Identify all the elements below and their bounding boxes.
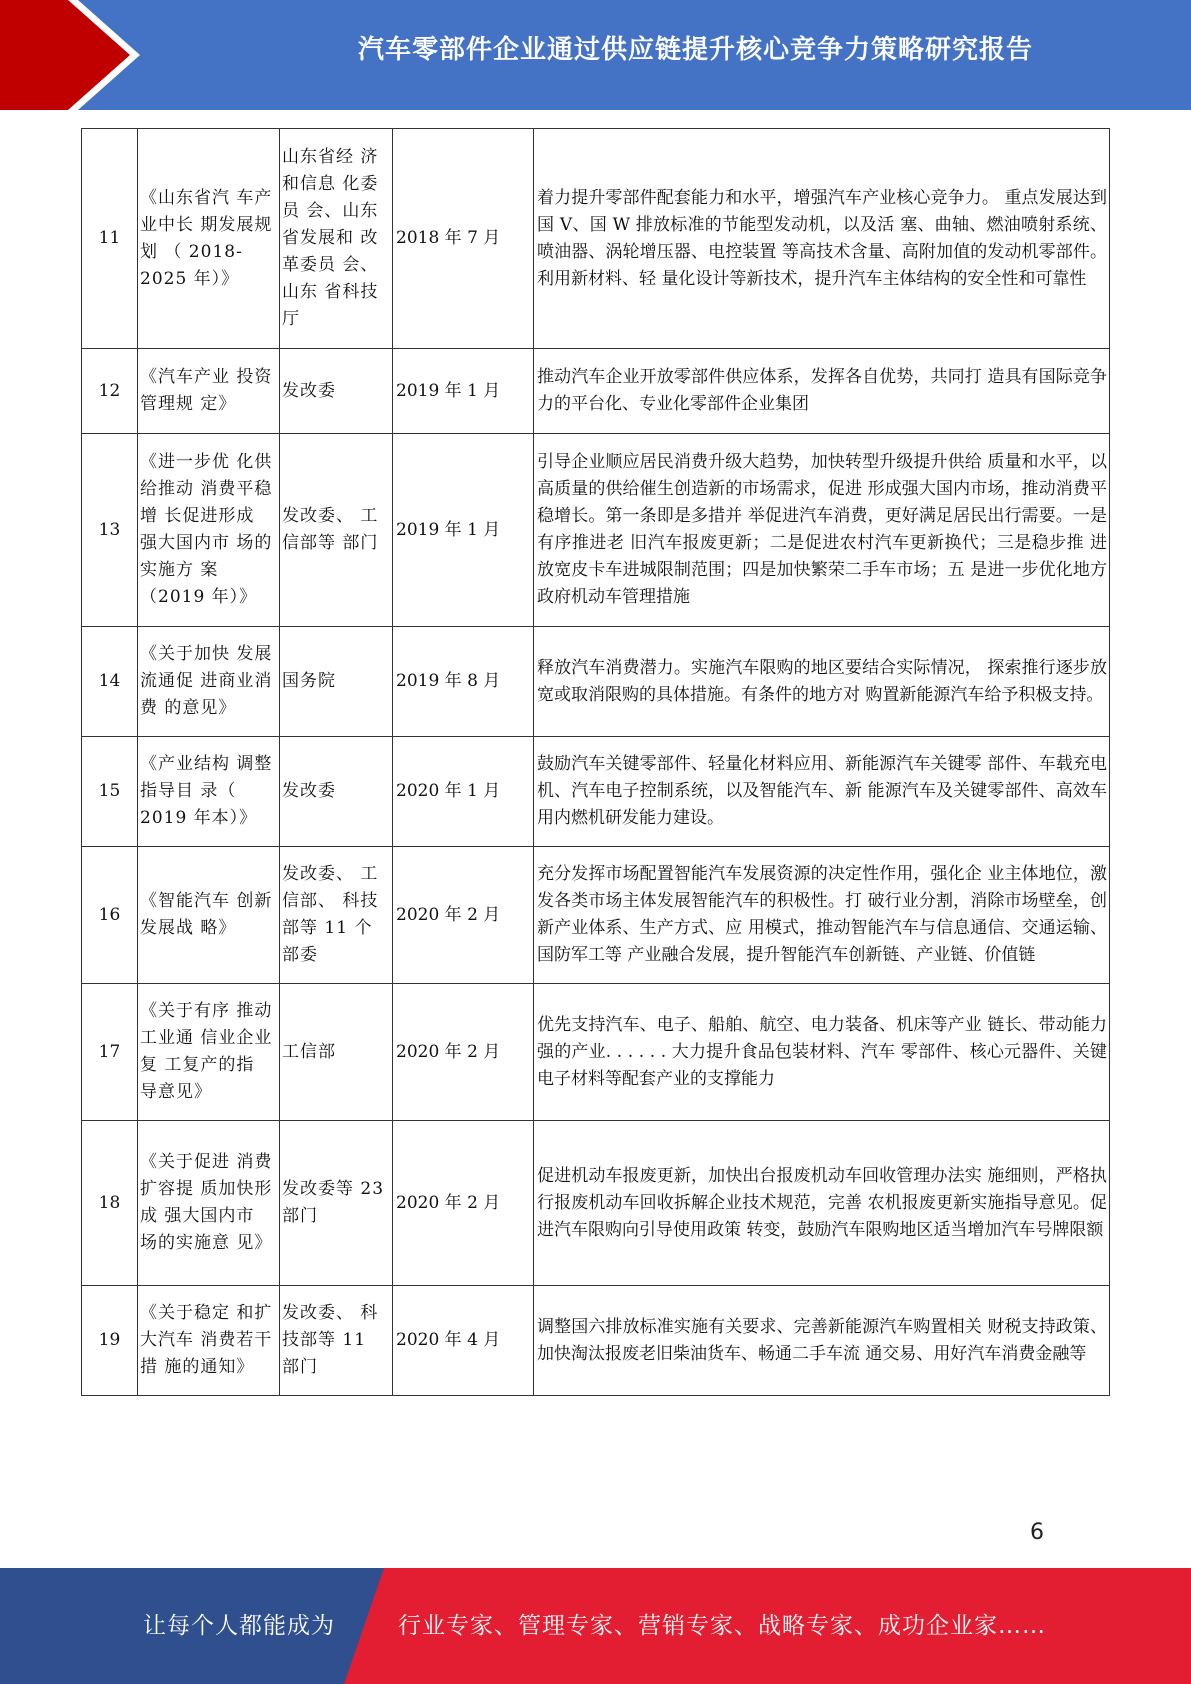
policy-name: 《山东省汽 车产业中长 期发展规划 （ 2018-2025 年）》 — [138, 129, 280, 349]
policy-date: 2018 年 7 月 — [393, 129, 534, 349]
row-number: 12 — [82, 349, 138, 434]
policy-issuer: 山东省经 济和信息 化委员 会、山东 省发展和 改革委员 会、山东 省科技厅 — [280, 129, 393, 349]
table-row — [82, 129, 1110, 349]
policy-date: 2020 年 2 月 — [393, 847, 534, 984]
policy-content: 推动汽车企业开放零部件供应体系，发挥各自优势，共同打 造具有国际竞争力的平台化、专业化零部件企业集团 — [534, 349, 1110, 434]
table-row — [82, 1121, 1110, 1286]
policy-issuer: 发改委、 科技部等 11 部门 — [280, 1286, 393, 1396]
footer-slogan-left: 让每个人都能成为 — [143, 1613, 335, 1639]
page-footer — [0, 1568, 1191, 1684]
policy-issuer: 发改委、 工信部等 部门 — [280, 434, 393, 627]
policy-date: 2020 年 2 月 — [393, 984, 534, 1121]
policy-issuer: 发改委 — [280, 349, 393, 434]
table-row — [82, 984, 1110, 1121]
row-number: 19 — [82, 1286, 138, 1396]
policy-content: 释放汽车消费潜力。实施汽车限购的地区要结合实际情况， 探索推行逐步放宽或取消限购的具体措施。有条件的地方对 购置新能源汽车给予积极支持。 — [534, 627, 1110, 737]
row-number: 14 — [82, 627, 138, 737]
policy-date: 2020 年 2 月 — [393, 1121, 534, 1286]
table-row — [82, 737, 1110, 847]
report-title: 汽车零部件企业通过供应链提升核心竞争力策略研究报告 — [357, 35, 1033, 65]
table-row — [82, 434, 1110, 627]
policy-name: 《关于促进 消费扩容提 质加快形成 强大国内市 场的实施意 见》 — [138, 1121, 280, 1286]
policy-name: 《关于有序 推动工业通 信业企业复 工复产的指 导意见》 — [138, 984, 280, 1121]
policy-table — [81, 128, 1110, 1396]
policy-issuer: 发改委、 工信部、 科技部等 11 个部委 — [280, 847, 393, 984]
row-number: 16 — [82, 847, 138, 984]
row-number: 18 — [82, 1121, 138, 1286]
policy-name: 《产业结构 调整指导目 录（ 2019 年本）》 — [138, 737, 280, 847]
policy-date: 2019 年 1 月 — [393, 349, 534, 434]
policy-content: 鼓励汽车关键零部件、轻量化材料应用、新能源汽车关键零 部件、车载充电机、汽车电子控制系统，以及智能汽车、新 能源汽车及关键零部件、高效车用内燃机研发能力建设。 — [534, 737, 1110, 847]
page-number: 6 — [1030, 1520, 1044, 1545]
policy-issuer: 国务院 — [280, 627, 393, 737]
footer-slogan-right: 行业专家、管理专家、营销专家、战略专家、成功企业家…… — [398, 1613, 1046, 1639]
policy-content: 促进机动车报废更新，加快出台报废机动车回收管理办法实 施细则，严格执行报废机动车回收拆解企业技术规范，完善 农机报废更新实施指导意见。促进汽车限购向引导使用政策 转变，鼓励汽车限购地区适当增加汽车号牌限额 — [534, 1121, 1110, 1286]
policy-name: 《汽车产业 投资管理规 定》 — [138, 349, 280, 434]
policy-date: 2020 年 4 月 — [393, 1286, 534, 1396]
policy-date: 2019 年 8 月 — [393, 627, 534, 737]
policy-name: 《关于稳定 和扩大汽车 消费若干措 施的通知》 — [138, 1286, 280, 1396]
policy-name: 《关于加快 发展流通促 进商业消费 的意见》 — [138, 627, 280, 737]
table-row — [82, 349, 1110, 434]
policy-issuer: 工信部 — [280, 984, 393, 1121]
policy-name: 《智能汽车 创新发展战 略》 — [138, 847, 280, 984]
row-number: 17 — [82, 984, 138, 1121]
policy-name: 《进一步优 化供给推动 消费平稳增 长促进形成 强大国内市 场的实施方 案（2019 年）》 — [138, 434, 280, 627]
row-number: 13 — [82, 434, 138, 627]
policy-issuer: 发改委等 23 部门 — [280, 1121, 393, 1286]
policy-date: 2020 年 1 月 — [393, 737, 534, 847]
policy-content: 引导企业顺应居民消费升级大趋势，加快转型升级提升供给 质量和水平，以高质量的供给催生创造新的市场需求，促进 形成强大国内市场，推动消费平稳增长。第一条即是多措并 举促进汽车消费，更好满足居民出行需要。一是有序推进老 旧汽车报废更新；二是促进农村汽车更新换代；三是稳步推 进放宽皮卡车进城限制范围；四是加快繁荣二手车市场；五 是进一步优化地方政府机动车管理措施 — [534, 434, 1110, 627]
table-row — [82, 1286, 1110, 1396]
policy-content: 优先支持汽车、电子、船舶、航空、电力装备、机床等产业 链长、带动能力强的产业. . . . . . 大力提升食品包装材料、汽车 零部件、核心元器件、关键电子材料等配套产业的支撑能力 — [534, 984, 1110, 1121]
policy-content: 着力提升零部件配套能力和水平，增强汽车产业核心竞争力。 重点发展达到国 V、国 W 排放标准的节能型发动机，以及活 塞、曲轴、燃油喷射系统、喷油器、涡轮增压器、电控装置 等高技术含量、高附加值的发动机零部件。利用新材料、轻 量化设计等新技术，提升汽车主体结构的安全性和可靠性 — [534, 129, 1110, 349]
row-number: 15 — [82, 737, 138, 847]
table-row — [82, 627, 1110, 737]
policy-date: 2019 年 1 月 — [393, 434, 534, 627]
page-header — [0, 0, 1191, 110]
policy-content: 充分发挥市场配置智能汽车发展资源的决定性作用，强化企 业主体地位，激发各类市场主体发展智能汽车的积极性。打 破行业分割，消除市场壁垒，创新产业体系、生产方式、应 用模式，推动智能汽车与信息通信、交通运输、国防军工等 产业融合发展，提升智能汽车创新链、产业链、价值链 — [534, 847, 1110, 984]
policy-content: 调整国六排放标准实施有关要求、完善新能源汽车购置相关 财税支持政策、加快淘汰报废老旧柴油货车、畅通二手车流 通交易、用好汽车消费金融等 — [534, 1286, 1110, 1396]
policy-issuer: 发改委 — [280, 737, 393, 847]
row-number: 11 — [82, 129, 138, 349]
table-row — [82, 847, 1110, 984]
